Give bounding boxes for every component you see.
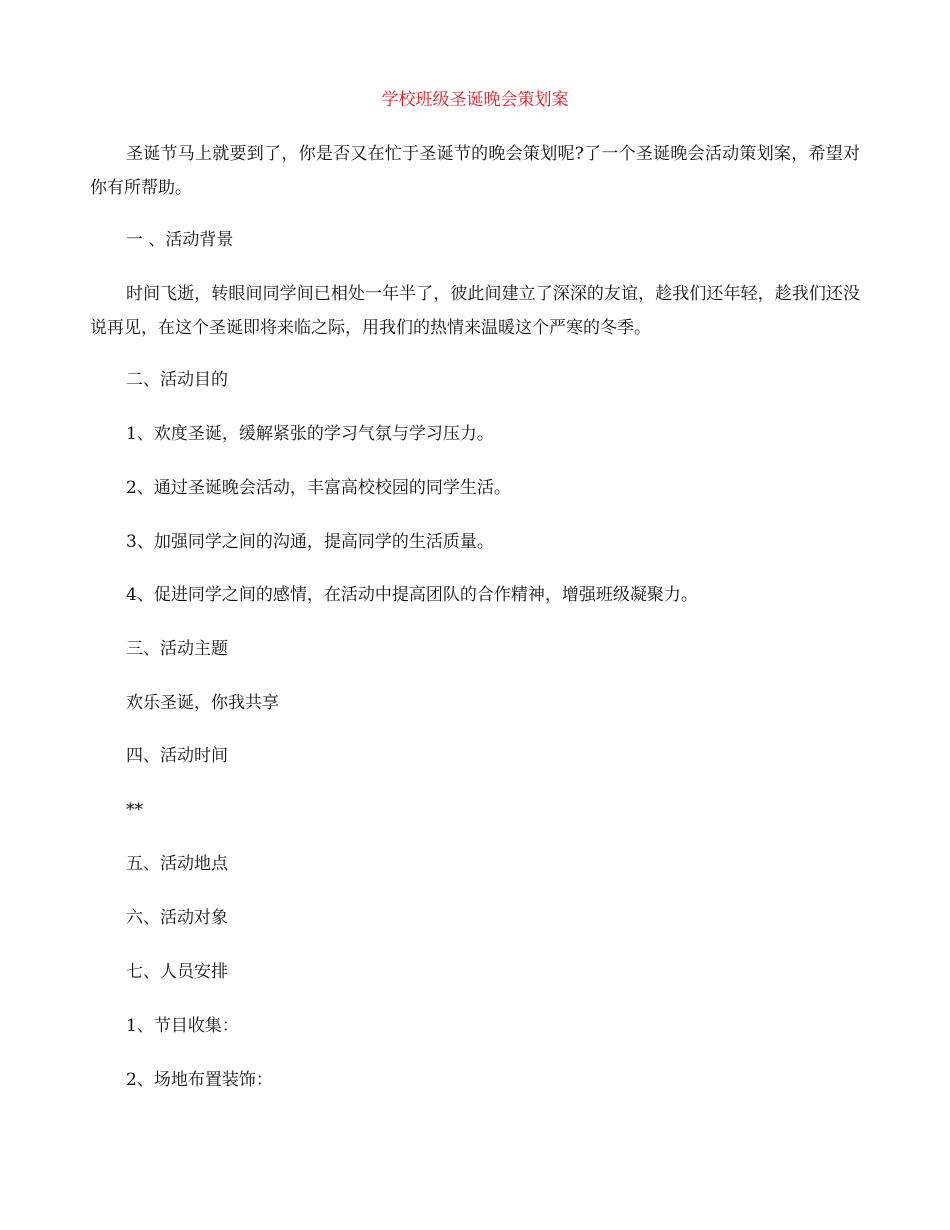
section-heading-location: 五、活动地点 — [126, 854, 228, 874]
background-paragraph: 时间飞逝，转眼间同学间已相处一年半了，彼此间建立了深深的友谊，趁我们还年轻，趁我们还没说再见，在这个圣诞即将来临之际，用我们的热情来温暖这个严寒的冬季。 — [90, 284, 860, 338]
section-heading-theme: 三、活动主题 — [126, 639, 228, 659]
purpose-item: 4、促进同学之间的感情，在活动中提高团队的合作精神，增强班级凝聚力。 — [126, 585, 698, 605]
section-heading-audience: 六、活动对象 — [126, 908, 228, 928]
document-title: 学校班级圣诞晚会策划案 — [381, 90, 569, 110]
staff-item: 2、场地布置装饰： — [126, 1070, 273, 1090]
theme-text: 欢乐圣诞，你我共享 — [126, 693, 279, 713]
intro-paragraph: 圣诞节马上就要到了，你是否又在忙于圣诞节的晚会策划呢?了一个圣诞晚会活动策划案，希望对你有所帮助。 — [90, 144, 860, 198]
section-heading-background: 一 、活动背景 — [126, 230, 234, 250]
section-heading-staff: 七、人员安排 — [126, 962, 228, 982]
purpose-item: 3、加强同学之间的沟通，提高同学的生活质量。 — [126, 532, 494, 552]
purpose-item: 2、通过圣诞晚会活动，丰富高校校园的同学生活。 — [126, 478, 511, 498]
time-text: ** — [126, 800, 143, 820]
staff-item: 1、节目收集： — [126, 1016, 239, 1036]
section-heading-time: 四、活动时间 — [126, 746, 228, 766]
section-heading-purpose: 二、活动目的 — [126, 370, 228, 390]
purpose-item: 1、欢度圣诞，缓解紧张的学习气氛与学习压力。 — [126, 424, 494, 444]
